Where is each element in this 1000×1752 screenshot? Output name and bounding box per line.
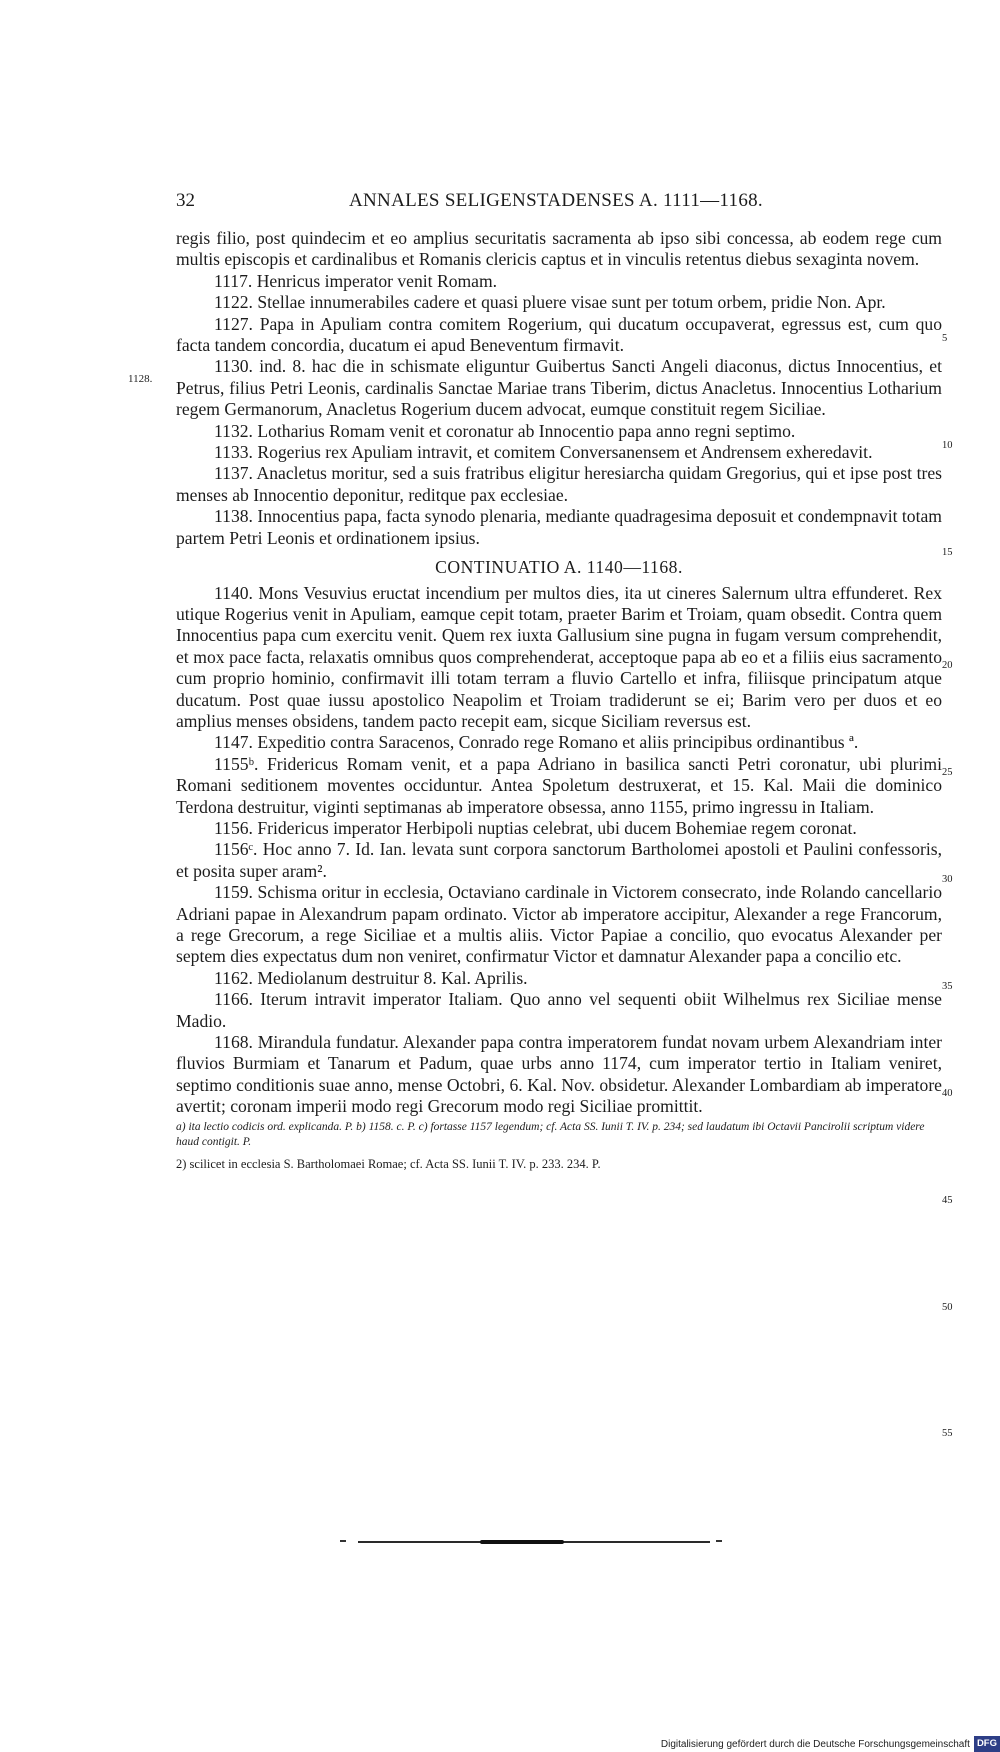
annal-entry <box>176 1032 942 1118</box>
closing-rule-center <box>480 1540 564 1544</box>
entry-text: Innocentius papa, facta synodo plenaria, mediante quadragesima deposuit et condempnavit totam partem Petri Leonis et ordinationem ipsius. <box>176 506 942 548</box>
entry-year: 1132. <box>214 420 253 441</box>
entry-year: 1130. <box>214 356 253 377</box>
entry-text: Fridericus Romam venit, et a papa Adriano in basilica sancti Petri coronatur, ubi plurimi Romani seditionem moventes occiduntur. Antea Spoletum destruxerat, et 15. Kal. Maii die dominico Terdona destruitur, viginti septimanas ab imperatore obsessa, anno 1155, primo ingressu in Italiam. <box>176 753 943 817</box>
dfg-logo: DFG <box>974 1736 1000 1752</box>
annal-entry <box>176 463 942 506</box>
annal-entry <box>176 421 942 442</box>
entry-year: 1137. <box>214 463 253 484</box>
entry-year: 1159. <box>214 882 253 903</box>
annal-entry <box>176 356 942 420</box>
annal-entry <box>176 754 942 818</box>
paragraph-text: regis filio, post quindecim et eo amplius securitatis sacramenta ab ipso sibi concessa, ab eodem rege cum multis episcopis et cardinalibus et Romanis clericis captus et in vinculis retentus diebus sexaginta novem. <box>176 228 942 270</box>
entry-text: Fridericus imperator Herbipoli nuptias celebrat, ubi ducem Bohemiae regem coronat. <box>257 817 857 838</box>
line-number: 30 <box>942 874 953 885</box>
entry-year: 1138. <box>214 506 253 527</box>
entry-text: Anacletus moritur, sed a suis fratribus eligitur heresiarcha quidam Gregorius, qui et ipse post tres menses ab Innocentio deponitur, reditque pax ecclesiae. <box>176 463 942 505</box>
entry-text: Lotharius Romam venit et coronatur ab Innocentio papa anno regni septimo. <box>257 420 796 441</box>
entry-year: 1147. <box>214 732 253 753</box>
margin-year-note: 1128. <box>128 373 153 385</box>
entry-year: 1117. <box>214 270 253 291</box>
page-header <box>176 190 936 220</box>
page-number: 32 <box>176 190 195 211</box>
footnotes <box>176 1120 942 1172</box>
annal-entry <box>176 442 942 463</box>
entry-year: 1168. <box>214 1032 253 1053</box>
line-number: 20 <box>942 660 953 671</box>
entry-year: 1162. <box>214 967 253 988</box>
entry-year: 1127. <box>214 313 253 334</box>
entry-text: Mons Vesuvius eructat incendium per multos dies, ita ut cineres Salernum ultra effunderet. Rex utique Rogerius venit in Apuliam, eamque cepit totam, praeter Barim et Troiam, quam obsedit. Contra quem Innocentius papa cum exercitu venit. Quem rex iuxta Gallusium sine pugna in fugam versum comprehendit, et mox pace facta, relaxatis omnibus quos comprehenderat, acceptoque papa ab eo et a filiis eius sacramento cum proprio hominio, confirmavit illi totam terram a fluvio Cartello et infra, filiisque principatum atque ducatum. Post quae iussu apostolico Neapolim et Troiam tradiderunt se ei; Barim vero per duos et eo amplius menses obsidens, tandem pacto recepit eam, sicque Siciliam reversus est. <box>176 582 942 731</box>
annal-entry <box>176 583 942 733</box>
line-number: 55 <box>942 1428 953 1439</box>
annal-entry <box>176 818 942 839</box>
entry-text: ind. 8. hac die in schismate eliguntur Guibertus Sancti Angeli diaconus, dictus Innocentius, et Petrus, filius Petri Leonis, cardinalis Sanctae Mariae trans Tiberim, dictus Anacletus. Innocentius Lotharium regem Germanorum, Anacletus Rogerium ducem advocat, eumque constituit regem Siciliae. <box>176 356 942 420</box>
entry-text: Mediolanum destruitur 8. Kal. Aprilis. <box>257 967 528 988</box>
entry-year: 1156. <box>214 817 253 838</box>
entry-text: Schisma oritur in ecclesia, Octaviano cardinale in Victorem consecrato, inde Rolando cancellario Adriani papae in Alexandrum papam ordinato. Victor ab imperatore accipitur, Alexander a rege Francorum, a rege Grecorum, a rege Siciliae et a multis aliis. Victor Papiae a concilio, quo evocatus Alexander per septem dies expectatus dum non veniret, confirmatur Victor et damnatur Alexander papa a concilio etc. <box>176 882 943 967</box>
entry-year: 1155ᵇ. <box>214 753 259 774</box>
entry-text: Henricus imperator venit Romam. <box>256 270 498 291</box>
line-number: 40 <box>942 1088 953 1099</box>
annal-entry <box>176 506 942 549</box>
entry-text: Hoc anno 7. Id. Ian. levata sunt corpora sanctorum Bartholomei apostoli et Paulini confessoris, et posita super aram². <box>176 839 942 881</box>
entry-text: Mirandula fundatur. Alexander papa contra imperatorem fundat novam urbem Alexandriam inter fluvios Burmiam et Tanarum et Padum, quae urbs anno 1174, cum imperator tertio in Italiam veniret, septimo conditionis suae anno, mense Octobri, 6. Kal. Nov. obsidetur. Alexander Lombardiam ab imperatore avertit; coronam imperii modo regi Grecorum modo regi Siciliae promittit. <box>176 1032 942 1117</box>
annal-entry <box>176 314 942 357</box>
digitization-credit <box>661 1736 1000 1752</box>
entry-text: Expeditio contra Saracenos, Conrado rege Romano et aliis principibus ordinantibus ª. <box>257 732 859 753</box>
annal-entry <box>176 968 942 989</box>
entry-text: Iterum intravit imperator Italiam. Quo anno vel sequenti obiit Wilhelmus rex Siciliae mense Madio. <box>176 989 942 1031</box>
rule-ornament <box>340 1540 346 1542</box>
annal-entry <box>176 732 942 753</box>
entry-year: 1156ᶜ. <box>214 839 258 860</box>
line-number: 10 <box>942 440 953 451</box>
entry-text: Stellae innumerabiles cadere et quasi pluere visae sunt per totum orbem, pridie Non. Apr. <box>257 292 886 313</box>
entry-year: 1122. <box>214 292 253 313</box>
line-number: 15 <box>942 547 953 558</box>
line-number: 5 <box>942 333 948 344</box>
entry-text: Rogerius rex Apuliam intravit, et comitem Conversanensem et Andrensem exheredavit. <box>257 442 873 463</box>
entry-text: Papa in Apuliam contra comitem Rogerium, qui ducatum occupaverat, egressus est, cum quo facta tandem concordia, ducatum ei apud Beneventum firmavit. <box>176 313 942 356</box>
annal-entry <box>176 292 942 313</box>
annal-entry <box>176 271 942 292</box>
annal-entry <box>176 882 942 968</box>
entry-year: 1140. <box>214 582 253 603</box>
line-number: 45 <box>942 1195 953 1206</box>
paragraph <box>176 228 942 271</box>
line-number: 25 <box>942 767 953 778</box>
annal-entry <box>176 989 942 1032</box>
line-number: 50 <box>942 1302 953 1313</box>
annal-entry <box>176 839 942 882</box>
editorial-footnotes: a) ita lectio codicis ord. explicanda. P. b) 1158. c. P. c) fortasse 1157 legendum; cf. Acta SS. Iunii T. IV. p. 234; sed laudatum ibi Octavii Pancirolii scriptum videre haud contigit. P. <box>176 1120 925 1148</box>
main-text <box>176 228 942 1172</box>
footnote-2: 2) scilicet in ecclesia S. Bartholomaei Romae; cf. Acta SS. Iunii T. IV. p. 233. 234. P. <box>176 1156 601 1171</box>
continuation-heading: CONTINUATIO A. 1140—1168. <box>435 557 683 578</box>
entry-year: 1133. <box>214 442 253 463</box>
line-number: 35 <box>942 981 953 992</box>
rule-ornament <box>716 1540 722 1542</box>
running-title: ANNALES SELIGENSTADENSES A. 1111—1168. <box>349 190 763 211</box>
credit-text: Digitalisierung gefördert durch die Deutsche Forschungsgemeinschaft <box>660 1738 970 1750</box>
entry-year: 1166. <box>214 989 253 1010</box>
